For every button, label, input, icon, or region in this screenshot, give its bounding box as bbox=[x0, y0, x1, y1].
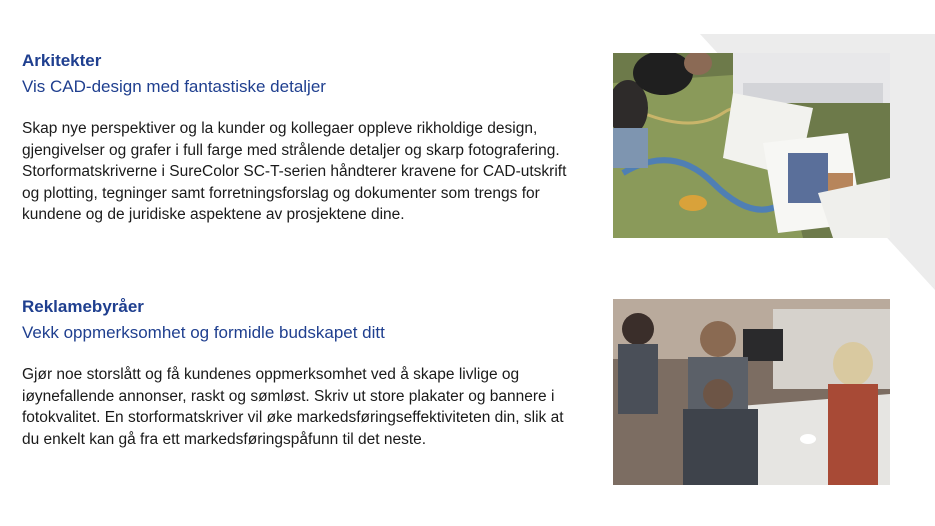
architects-section bbox=[22, 50, 582, 226]
architects-subtitle: Vis CAD-design med fantastiske detaljer bbox=[22, 77, 326, 96]
agencies-body-text: Gjør noe storslått og få kundenes oppmerksomhet ved å skape livlige og iøynefallende annonser, raskt og sømløst. Skriv ut store plakater og bannere i fotokvalitet. En storformatskriver vil øke markedsføringseffektiviteten din, slik at du enkelt kan gå fra ett markedsføringspåfunn til det neste. bbox=[22, 366, 564, 448]
architects-photo bbox=[613, 53, 890, 238]
agencies-title: Reklamebyråer bbox=[22, 297, 144, 316]
agencies-photo bbox=[613, 299, 890, 485]
agencies-subtitle: Vekk oppmerksomhet og formidle budskapet ditt bbox=[22, 323, 385, 342]
agencies-section bbox=[22, 296, 582, 450]
architects-title: Arkitekter bbox=[22, 51, 102, 70]
architects-body-text: Skap nye perspektiver og la kunder og kollegaer oppleve rikholdige design, gjengivelser og grafer i full farge med strålende detaljer og skarp fotografering. Storformatskriverne i SureColor SC-T-serien håndterer kravene for CAD-utskrift og plotting, tegninger samt forretningsforslag og dokumenter som trengs for kundene og de juridiske aspektene av prosjektene dine. bbox=[22, 120, 567, 224]
